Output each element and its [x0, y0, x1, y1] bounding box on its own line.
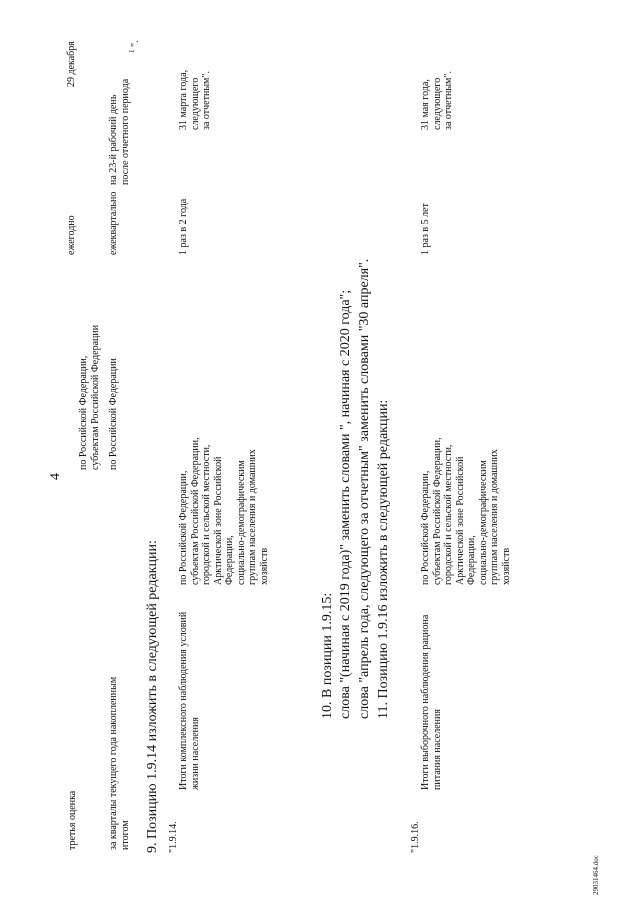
- row1-col2: по Российской Федерации, субъектам Российской Федерации: [78, 324, 101, 470]
- row-1916-deadline: 31 мая года, следующего за отчетным".: [420, 71, 454, 130]
- row-1916-level: по Российской Федерации, субъектам Российской Федерации, городской и сельской местности, Арктической зоне Российской Федерации, социально-демографическим группам населения и домашних хозяйств: [420, 437, 512, 585]
- row-1916-num: "1.9.16.: [410, 821, 421, 853]
- row-1916-period: 1 раз в 5 лет: [420, 203, 431, 255]
- para-10-line1: слова "(начиная с 2019 года)" заменить словами ", начиная с 2020 года";: [338, 289, 353, 719]
- row2-superscript: 1: [128, 49, 136, 53]
- row2-col3: ежеквартально: [108, 191, 119, 255]
- row2-col2: по Российской Федерации: [108, 358, 119, 470]
- row2-col4: на 23-й рабочий день после отчетного периода: [108, 78, 131, 185]
- para-9: 9. Позицию 1.9.14 изложить в следующей редакции:: [145, 540, 160, 853]
- row-1914-period: 1 раз в 2 года: [178, 198, 189, 255]
- row-1914-deadline: 31 марта года, следующего за отчетным".: [178, 69, 212, 130]
- row-1914-title: Итоги комплексного наблюдения условий жизни населения: [178, 611, 201, 790]
- row-1916-title: Итоги выборочного наблюдения рациона питания населения: [420, 614, 443, 790]
- row1-col3: ежегодно: [66, 215, 77, 255]
- row2-end: ".: [130, 40, 141, 47]
- row-1914-num: "1.9.14.: [168, 821, 179, 853]
- row-1914-level: по Российской Федерации, субъектам Российской Федерации, городской и сельской местности, Арктической зоне Российской Федерации, социально-демографическим группам населения и домашних хозяйств: [178, 437, 270, 585]
- footer-filename: 29031464.doc: [592, 855, 600, 895]
- para-10-title: 10. В позиции 1.9.15:: [320, 592, 335, 719]
- row1-col4: 29 декабря: [66, 41, 77, 87]
- para-11: 11. Позицию 1.9.16 изложить в следующей редакции:: [376, 399, 391, 719]
- page-number: 4: [48, 473, 63, 480]
- para-10-line2: слова "апрель года, следующего за отчетным" заменить словами "30 апреля".: [357, 258, 372, 719]
- row2-col1: за кварталы текущего года накопленным итогом: [108, 676, 131, 850]
- row1-col1: третья оценка: [67, 790, 78, 850]
